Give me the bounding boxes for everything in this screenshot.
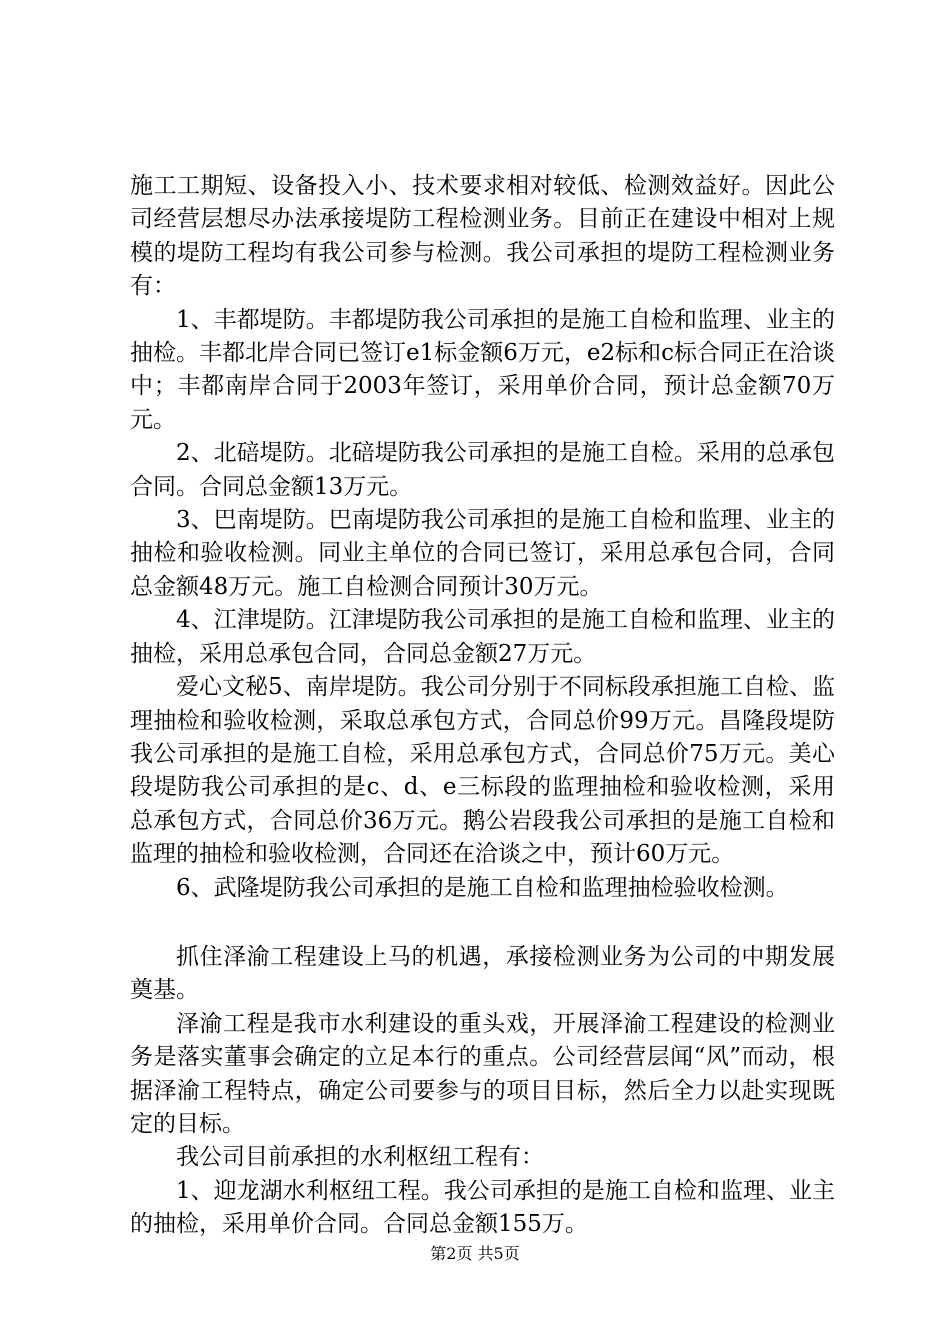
paragraph-item-yinglonghu: 1、迎龙湖水利枢纽工程。我公司承担的是施工自检和监理、业主的抽检，采用单价合同。合同总金额155万。 — [130, 1177, 835, 1238]
paragraph-hub-projects-intro: 我公司目前承担的水利枢纽工程有： — [176, 1144, 544, 1171]
paragraph-item-nanan: 爱心文秘5、南岸堤防。我公司分别于不同标段承担施工自检、监理抽检和验收检测，采取总承包方式，合同总价99万元。昌隆段堤防我公司承担的是施工自检，采用总承包方式，合同总价75万元。美心段堤防我公司承担的是c、d、e三标段的监理抽检和验收检测，采用总承包方式，合同总价36万元。鹅公岩段我公司承担的是施工自检和监理的抽检和验收检测，合同还在洽谈之中，预计60万元。 — [130, 674, 835, 868]
paragraph-item-fengdu: 1、丰都堤防。丰都堤防我公司承担的是施工自检和监理、业主的抽检。丰都北岸合同已签订e1标金额6万元，e2标和c标合同正在洽谈中；丰都南岸合同于2003年签订，采用单价合同，预计总金额70万元。 — [130, 306, 836, 433]
page-footer — [0, 1244, 950, 1264]
page-number-label: 第2页 共5页 — [430, 1244, 520, 1263]
paragraph-section-heading: 抓住泽渝工程建设上马的机遇，承接检测业务为公司的中期发展奠基。 — [130, 943, 835, 1004]
paragraph-spacer — [130, 905, 835, 941]
paragraph-zeyu-project: 泽渝工程是我市水利建设的重头戏，开展泽渝工程建设的检测业务是落实董事会确定的立足本行的重点。公司经营层闻“风”而动，根据泽渝工程特点，确定公司要参与的项目目标，然后全力以赴实现既定的目标。 — [130, 1010, 835, 1137]
paragraph-intro: 施工工期短、设备投入小、技术要求相对较低、检测效益好。因此公司经营层想尽办法承接堤防工程检测业务。目前正在建设中相对上规模的堤防工程均有我公司参与检测。我公司承担的堤防工程检测业务有： — [130, 173, 835, 300]
paragraph-item-banan: 3、巴南堤防。巴南堤防我公司承担的是施工自检和监理、业主的抽检和验收检测。同业主单位的合同已签订，采用总承包合同，合同总金额48万元。施工自检测合同预计30万元。 — [130, 507, 835, 600]
paragraph-item-beibei: 2、北碚堤防。北碚堤防我公司承担的是施工自检。采用的总承包合同。合同总金额13万元。 — [130, 440, 835, 500]
document-body — [130, 170, 835, 1242]
paragraph-item-jiangjin: 4、江津堤防。江津堤防我公司承担的是施工自检和监理、业主的抽检，采用总承包合同，合同总金额27万元。 — [130, 607, 835, 667]
paragraph-item-wulong: 6、武隆堤防我公司承担的是施工自检和监理抽检验收检测。 — [176, 874, 789, 901]
